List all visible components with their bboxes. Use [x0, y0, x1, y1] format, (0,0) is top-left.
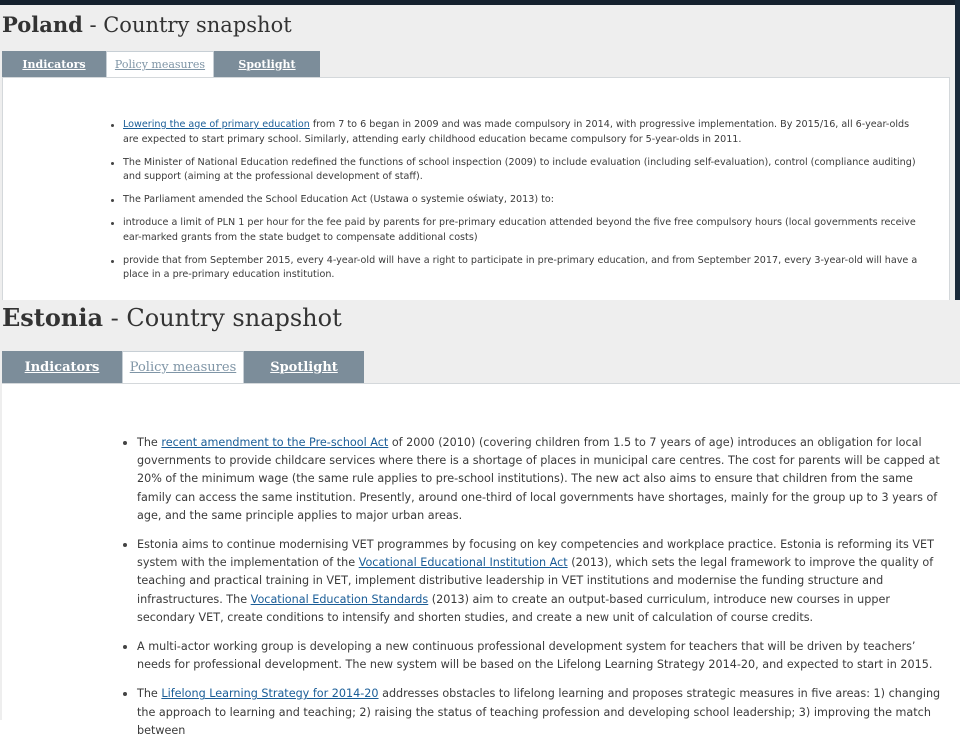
list-item-text: from 7 to 6 began in 2009 and was made compulsory in 2014, with progressive implementation. By 2015/16, all 6-year-olds are expected to start primary school. Similarly, attending early childhood education became compulsory for 5-year-olds in 2011.	[123, 119, 910, 145]
page-title-estonia	[2, 303, 342, 332]
list-item	[137, 685, 943, 740]
estonia-snapshot-panel	[0, 300, 960, 737]
country-name: Poland	[2, 12, 83, 37]
vet-institution-act-link[interactable]: Vocational Educational Institution Act	[358, 556, 568, 570]
right-border	[955, 0, 960, 300]
list-item-text: provide that from September 2015, every 4-year-old will have a right to participate in pre-primary education, and from September 2017, every 3-year-old will have a place in a pre-primary education institution.	[123, 254, 918, 280]
list-item-text: The	[137, 687, 162, 701]
tab-indicators[interactable]: Indicators	[2, 351, 122, 383]
policy-measures-content	[2, 383, 960, 737]
list-item-text: introduce a limit of PLN 1 per hour for the fee paid by parents for pre-primary education attended beyond the five free compulsory hours (local governments receive ear-marked grants from the state budget to compensate additional costs)	[123, 217, 916, 243]
vet-standards-link[interactable]: Vocational Education Standards	[250, 592, 429, 606]
tab-indicators[interactable]: Indicators	[2, 51, 106, 77]
list-item-text: (2013) aim to create an output-based curriculum, introduce new courses in upper secondary VET, create conditions to intensify and shorten studies, and create a new unit of calculation of course credits.	[137, 592, 890, 624]
lifelong-learning-strategy-link[interactable]: Lifelong Learning Strategy for 2014-20	[161, 687, 379, 701]
title-suffix: - Country snapshot	[103, 304, 342, 332]
preschool-act-link[interactable]: recent amendment to the Pre-school Act	[161, 436, 389, 449]
list-item	[137, 536, 943, 627]
list-item-text: The Minister of National Education redefined the functions of school inspection (2009) to include evaluation (including self-evaluation), control (compliance auditing) and support (aiming at the professional development of staff).	[123, 156, 916, 182]
list-item-text: Estonia aims to continue modernising VET programmes by focusing on key competencies and workplace practice. Estonia is reforming its VET system with the implementation of the	[137, 538, 934, 570]
list-item-text: (2013), which sets the legal framework to improve the quality of teaching and practical training in VET, implement distributive leadership in VET institutions and modernise the funding structure and infrastructures. The	[137, 556, 934, 606]
page-title-poland	[2, 12, 292, 37]
tab-policy-measures[interactable]: Policy measures	[106, 51, 214, 77]
list-item	[123, 254, 923, 283]
list-item-text: The	[137, 436, 162, 449]
tab-bar	[2, 51, 320, 77]
policy-list	[123, 118, 923, 291]
policy-list	[137, 434, 943, 751]
top-border	[0, 0, 960, 5]
poland-snapshot-panel	[0, 0, 960, 300]
list-item-text: addresses obstacles to lifelong learning and proposes strategic measures in five areas: 1) changing the approach to learning and teaching; 2) raising the status of teaching profession and developing school leadership; 3) improving the match between	[137, 687, 941, 737]
tab-policy-measures[interactable]: Policy measures	[122, 351, 244, 383]
policy-measures-content	[2, 77, 950, 307]
list-item	[123, 193, 923, 208]
tab-bar	[2, 351, 364, 383]
list-item-text: of 2000 (2010) (covering children from 1.5 to 7 years of age) introduces an obligation for local governments to provide childcare services where there is a shortage of places in municipal care centres. The cost for parents will be capped at 20% of the minimum wage (the same rule applies to pre-school institutions). The new act also aims to ensure that children from the same family can access the same institution. Presently, around one-third of local governments have shortages, mainly for the group up to 3 years of age, and the same principle applies to major urban areas.	[137, 436, 940, 522]
list-item	[123, 216, 923, 245]
list-item	[123, 156, 923, 185]
tab-spotlight[interactable]: Spotlight	[214, 51, 320, 77]
list-item	[123, 118, 923, 147]
list-item-text: A multi-actor working group is developing a new continuous professional development system for teachers that will be driven by teachers’ needs for professional development. The new system will be based on the Lifelong Learning Strategy 2014-20, and expected to start in 2015.	[137, 640, 933, 672]
tab-spotlight[interactable]: Spotlight	[244, 351, 364, 383]
list-item-text: The Parliament amended the School Education Act (Ustawa o systemie oświaty, 2013) to:	[123, 194, 555, 205]
list-item	[137, 638, 943, 674]
primary-education-link[interactable]: Lowering the age of primary education	[123, 119, 310, 130]
list-item	[137, 434, 943, 525]
title-suffix: - Country snapshot	[82, 13, 292, 37]
country-name: Estonia	[2, 303, 104, 332]
